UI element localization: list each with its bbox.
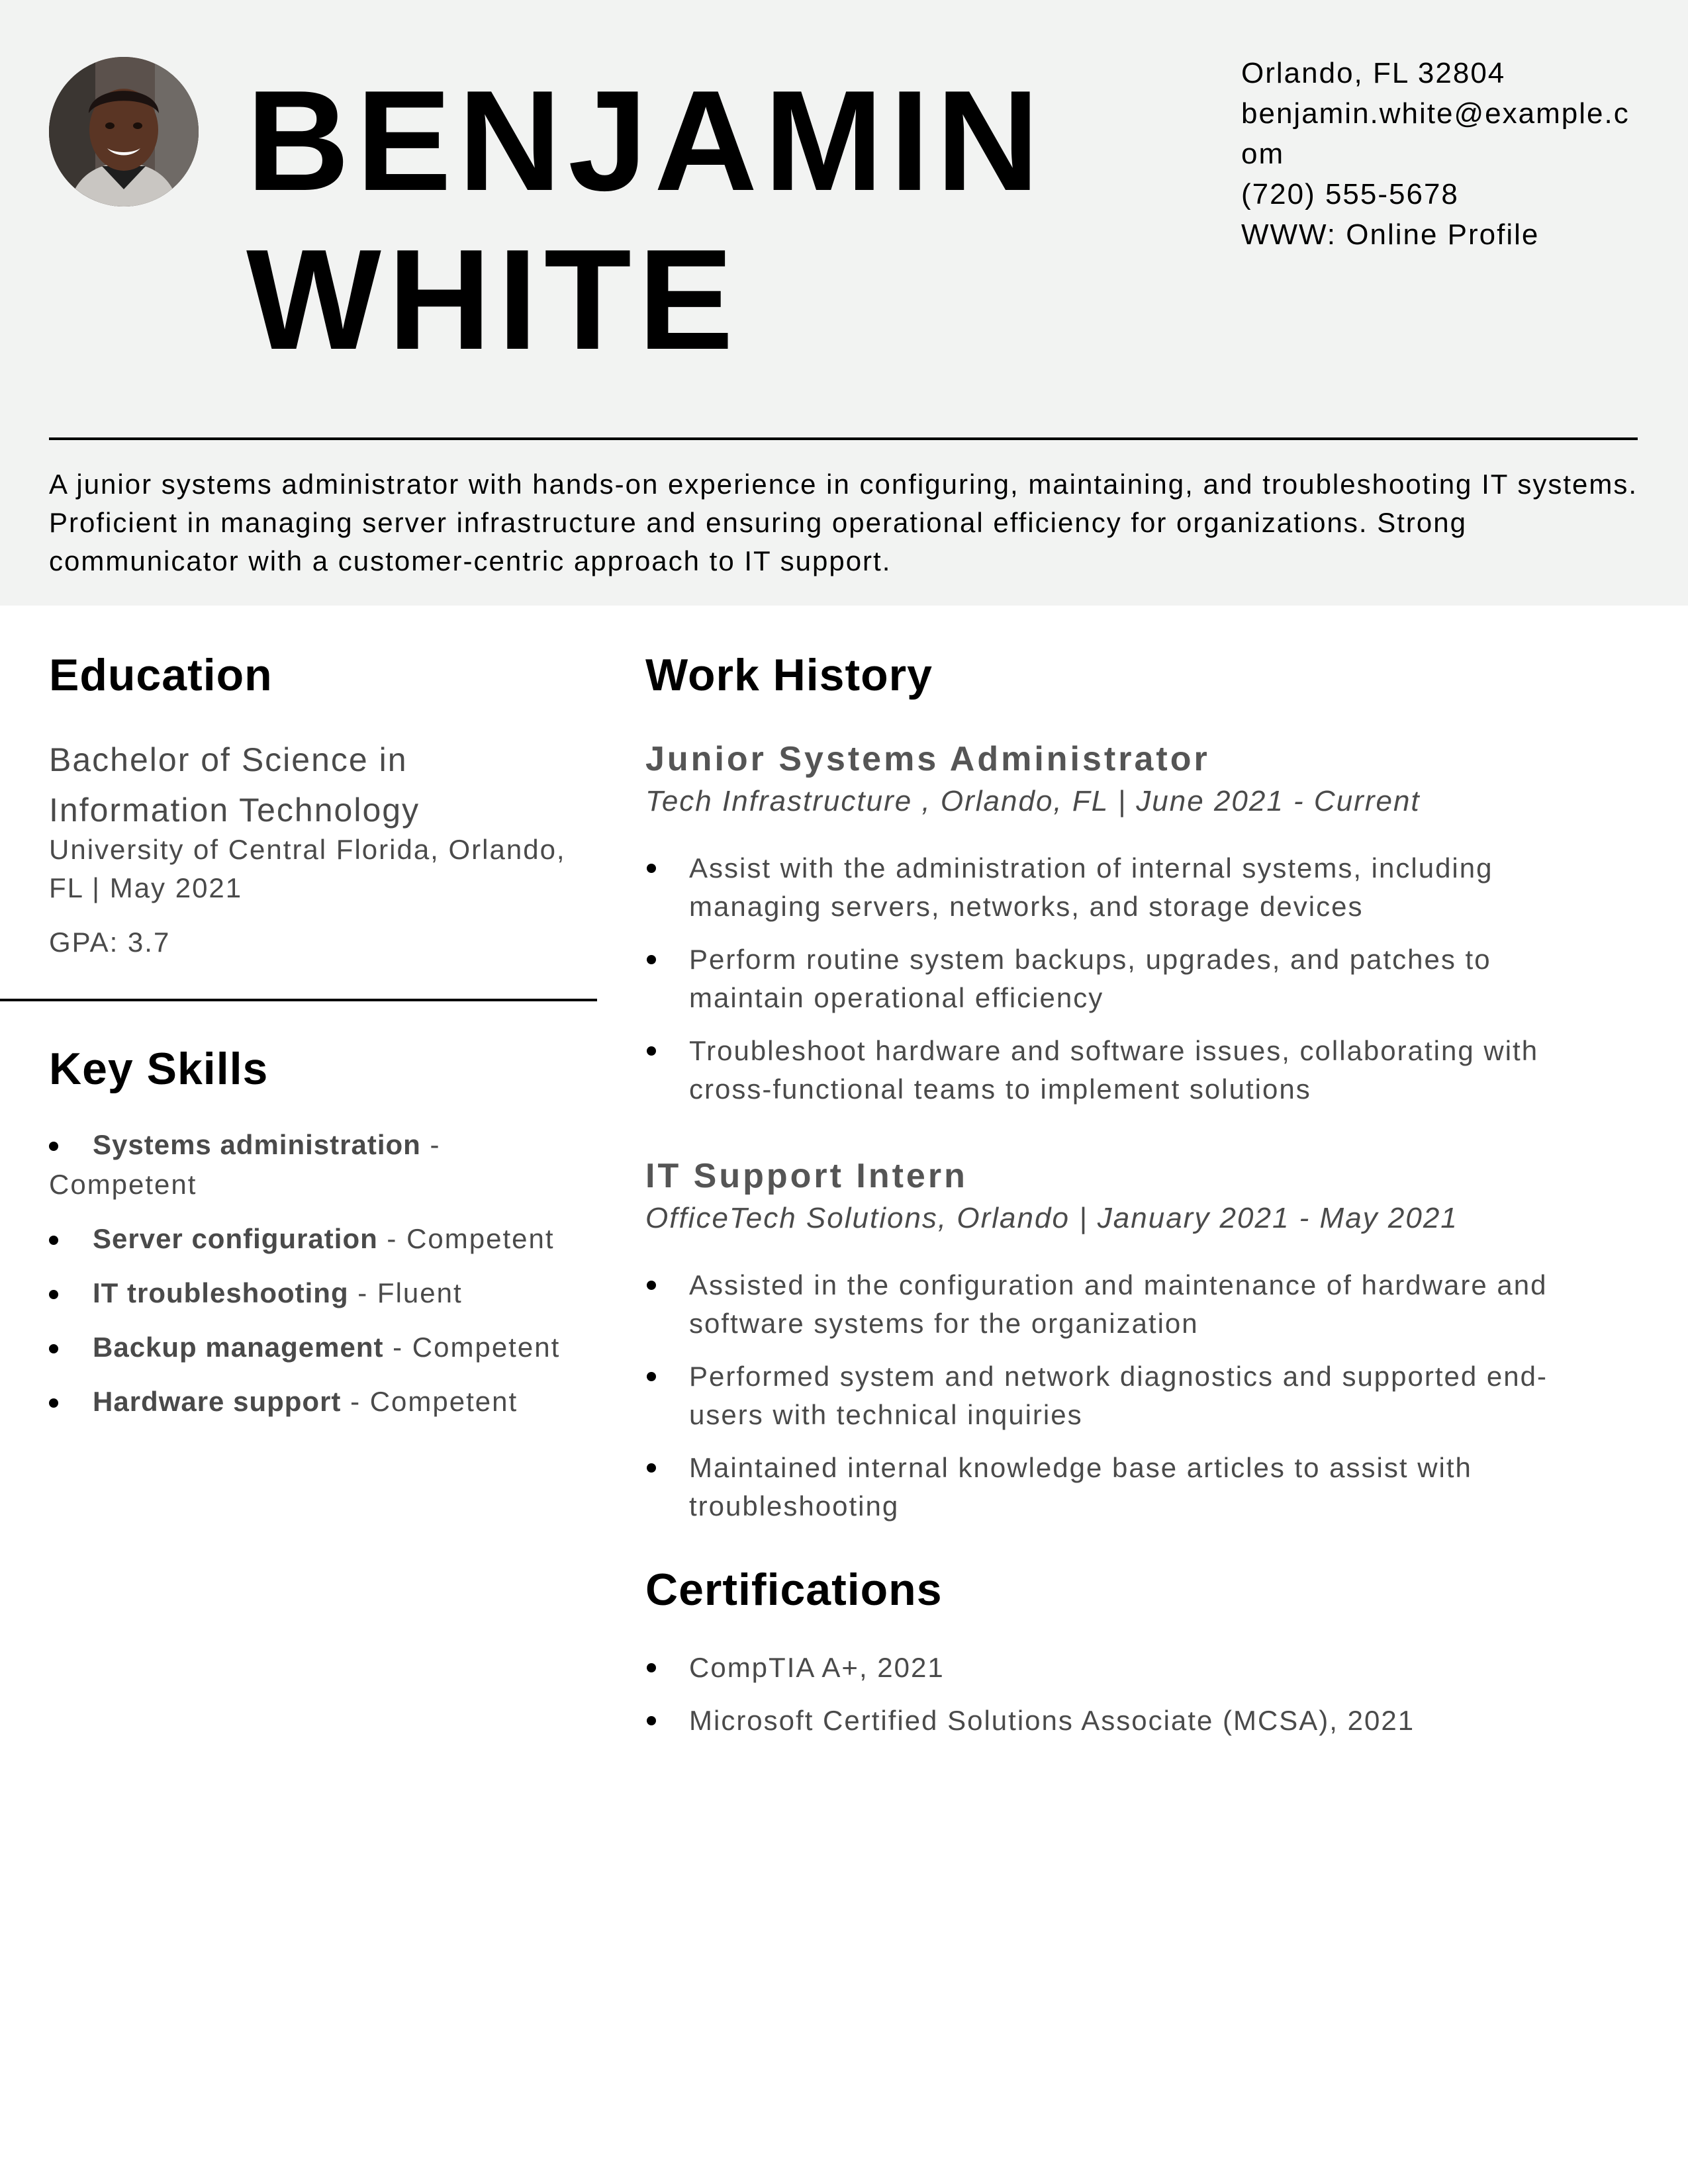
list-item: Perform routine system backups, upgrades, and patches to maintain operational efficiency	[645, 940, 1585, 1017]
skill-name: IT troubleshooting	[93, 1277, 349, 1308]
job-bullets	[645, 849, 1585, 1123]
avatar-portrait	[49, 57, 199, 206]
list-item	[49, 1328, 592, 1367]
skill-level: - Competent	[49, 1129, 441, 1200]
list-item	[49, 1125, 592, 1205]
skills-heading: Key Skills	[49, 1044, 269, 1094]
certifications-list	[645, 1649, 1585, 1754]
education-school: University of Central Florida, Orlando, FL | May 2021	[49, 834, 566, 903]
skill-name: Backup management	[93, 1332, 384, 1363]
skill-level: - Competent	[377, 1223, 555, 1254]
skills-list	[49, 1125, 592, 1436]
list-item	[49, 1382, 592, 1422]
education-gpa: GPA: 3.7	[49, 927, 171, 958]
skill-name: Server configuration	[93, 1223, 378, 1254]
contact-phone: (720) 555-5678	[1241, 178, 1459, 210]
candidate-name	[246, 61, 1046, 379]
contact-website[interactable]: WWW: Online Profile	[1241, 218, 1540, 251]
list-item: Microsoft Certified Solutions Associate (MCSA), 2021	[645, 1702, 1585, 1740]
skill-name: Hardware support	[93, 1386, 342, 1417]
work-history-heading: Work History	[645, 650, 933, 700]
contact-email[interactable]: benjamin.white@example.com	[1241, 97, 1630, 170]
education-heading: Education	[49, 650, 273, 700]
list-item: Maintained internal knowledge base articles to assist with troubleshooting	[645, 1449, 1585, 1525]
list-item: Assisted in the configuration and maintenance of hardware and software systems for the organization	[645, 1266, 1585, 1343]
skill-level: - Fluent	[348, 1277, 463, 1308]
education-degree: Bachelor of Science in Information Technology	[49, 741, 420, 829]
name-last: WHITE	[246, 219, 740, 379]
contact-block	[1241, 53, 1638, 255]
skill-level: - Competent	[383, 1332, 561, 1363]
name-first: BENJAMIN	[246, 60, 1047, 220]
list-item: Assist with the administration of internal systems, including managing servers, networks, and storage devices	[645, 849, 1585, 926]
job-bullets	[645, 1266, 1585, 1540]
job-title: Junior Systems Administrator	[645, 740, 1210, 778]
contact-address: Orlando, FL 32804	[1241, 57, 1506, 89]
skill-level: - Competent	[341, 1386, 518, 1417]
skill-name: Systems administration	[93, 1129, 421, 1160]
list-item	[49, 1219, 592, 1259]
job-meta: Tech Infrastructure , Orlando, FL | June 2021 - Current	[645, 785, 1421, 817]
list-item: Performed system and network diagnostics and supported end-users with technical inquiries	[645, 1357, 1585, 1434]
job-title: IT Support Intern	[645, 1157, 968, 1195]
list-item	[49, 1273, 592, 1313]
header-divider	[49, 437, 1638, 440]
certifications-heading: Certifications	[645, 1565, 943, 1615]
professional-summary: A junior systems administrator with hands-on experience in configuring, maintaining, and troubleshooting IT systems. Proficient in managing server infrastructure and ensuring operational efficiency for organizations. Strong communicator with a customer-centric approach to IT support.	[49, 469, 1638, 576]
list-item: Troubleshoot hardware and software issues, collaborating with cross-functional teams to implement solutions	[645, 1032, 1585, 1109]
job-meta: OfficeTech Solutions, Orlando | January 2021 - May 2021	[645, 1202, 1458, 1234]
list-item: CompTIA A+, 2021	[645, 1649, 1585, 1687]
education-divider	[0, 999, 597, 1001]
profile-photo	[49, 57, 199, 206]
